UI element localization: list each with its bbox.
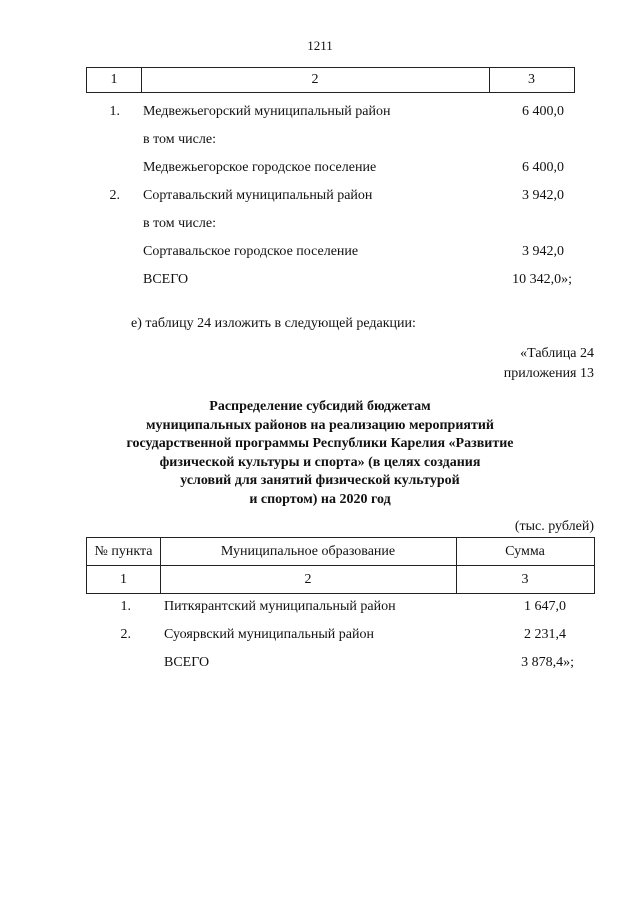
table-title-line: государственной программы Республики Карелия «Развитие xyxy=(126,436,514,451)
table1-row-name: Медвежьегорское городское поселение xyxy=(143,160,377,175)
table1-row-num: 1. xyxy=(109,104,120,119)
page-number: 1211 xyxy=(307,38,333,53)
table-title xyxy=(80,398,560,509)
table1-row-value: 6 400,0 xyxy=(522,160,564,175)
table-title-line: условий для занятий физической культурой xyxy=(180,473,460,488)
table1-total-value: 10 342,0»; xyxy=(512,272,572,287)
table1-row-name: Сортавальский муниципальный район xyxy=(143,188,373,203)
table2-subheader-col3: 3 xyxy=(521,572,529,587)
table1-row-num: 2. xyxy=(109,188,120,203)
table1-row-value: 6 400,0 xyxy=(522,104,564,119)
table1-row-name: Медвежьегорский муниципальный район xyxy=(143,104,391,119)
table1-total-label: ВСЕГО xyxy=(143,272,189,287)
table1-row-name: в том числе: xyxy=(143,216,216,231)
table2-total-label: ВСЕГО xyxy=(164,655,210,670)
table2-row-value: 2 231,4 xyxy=(524,627,566,642)
table2-header-row xyxy=(87,538,594,566)
table-caption-appendix: приложения 13 xyxy=(503,366,594,381)
table-title-line: и спортом) на 2020 год xyxy=(249,491,391,507)
table2-subheader-col2: 2 xyxy=(160,566,457,593)
table1-row-value: 3 942,0 xyxy=(522,188,564,203)
table1-header-col3: 3 xyxy=(528,72,535,87)
table2-subheader-col1: 1 xyxy=(87,566,161,593)
table2-header-col2: Муниципальное образование xyxy=(160,538,457,565)
table-title-line: Распределение субсидий бюджетам xyxy=(209,399,431,414)
table2-header-col3: Сумма xyxy=(505,544,545,559)
table1-row-value: 3 942,0 xyxy=(522,244,564,259)
table2-subheader-row xyxy=(87,566,594,593)
table1-row-name: Сортавальское городское поселение xyxy=(143,244,359,259)
table2-row-value: 1 647,0 xyxy=(524,599,566,614)
table1-header-col1: 1 xyxy=(87,68,142,92)
table2-row-num: 2. xyxy=(120,627,131,642)
table2-header-col1: № пункта xyxy=(87,538,161,565)
table-title-line: физической культуры и спорта» (в целях создания xyxy=(159,454,481,470)
table2-row-name: Суоярвский муниципальный район xyxy=(164,627,374,642)
table1-row-name: в том числе: xyxy=(143,132,216,147)
table-title-line: муниципальных районов на реализацию мероприятий xyxy=(146,417,494,433)
table1-header xyxy=(86,67,575,93)
units-label: (тыс. рублей) xyxy=(514,519,594,534)
amendment-paragraph: е) таблицу 24 изложить в следующей редакции: xyxy=(131,316,416,331)
table-caption-number: «Таблица 24 xyxy=(520,346,594,361)
table2-header xyxy=(86,537,595,594)
table2-row-num: 1. xyxy=(120,599,131,614)
table1-header-col2: 2 xyxy=(141,68,490,92)
table2-total-value: 3 878,4»; xyxy=(521,655,574,670)
table2-row-name: Питкярантский муниципальный район xyxy=(164,599,396,614)
